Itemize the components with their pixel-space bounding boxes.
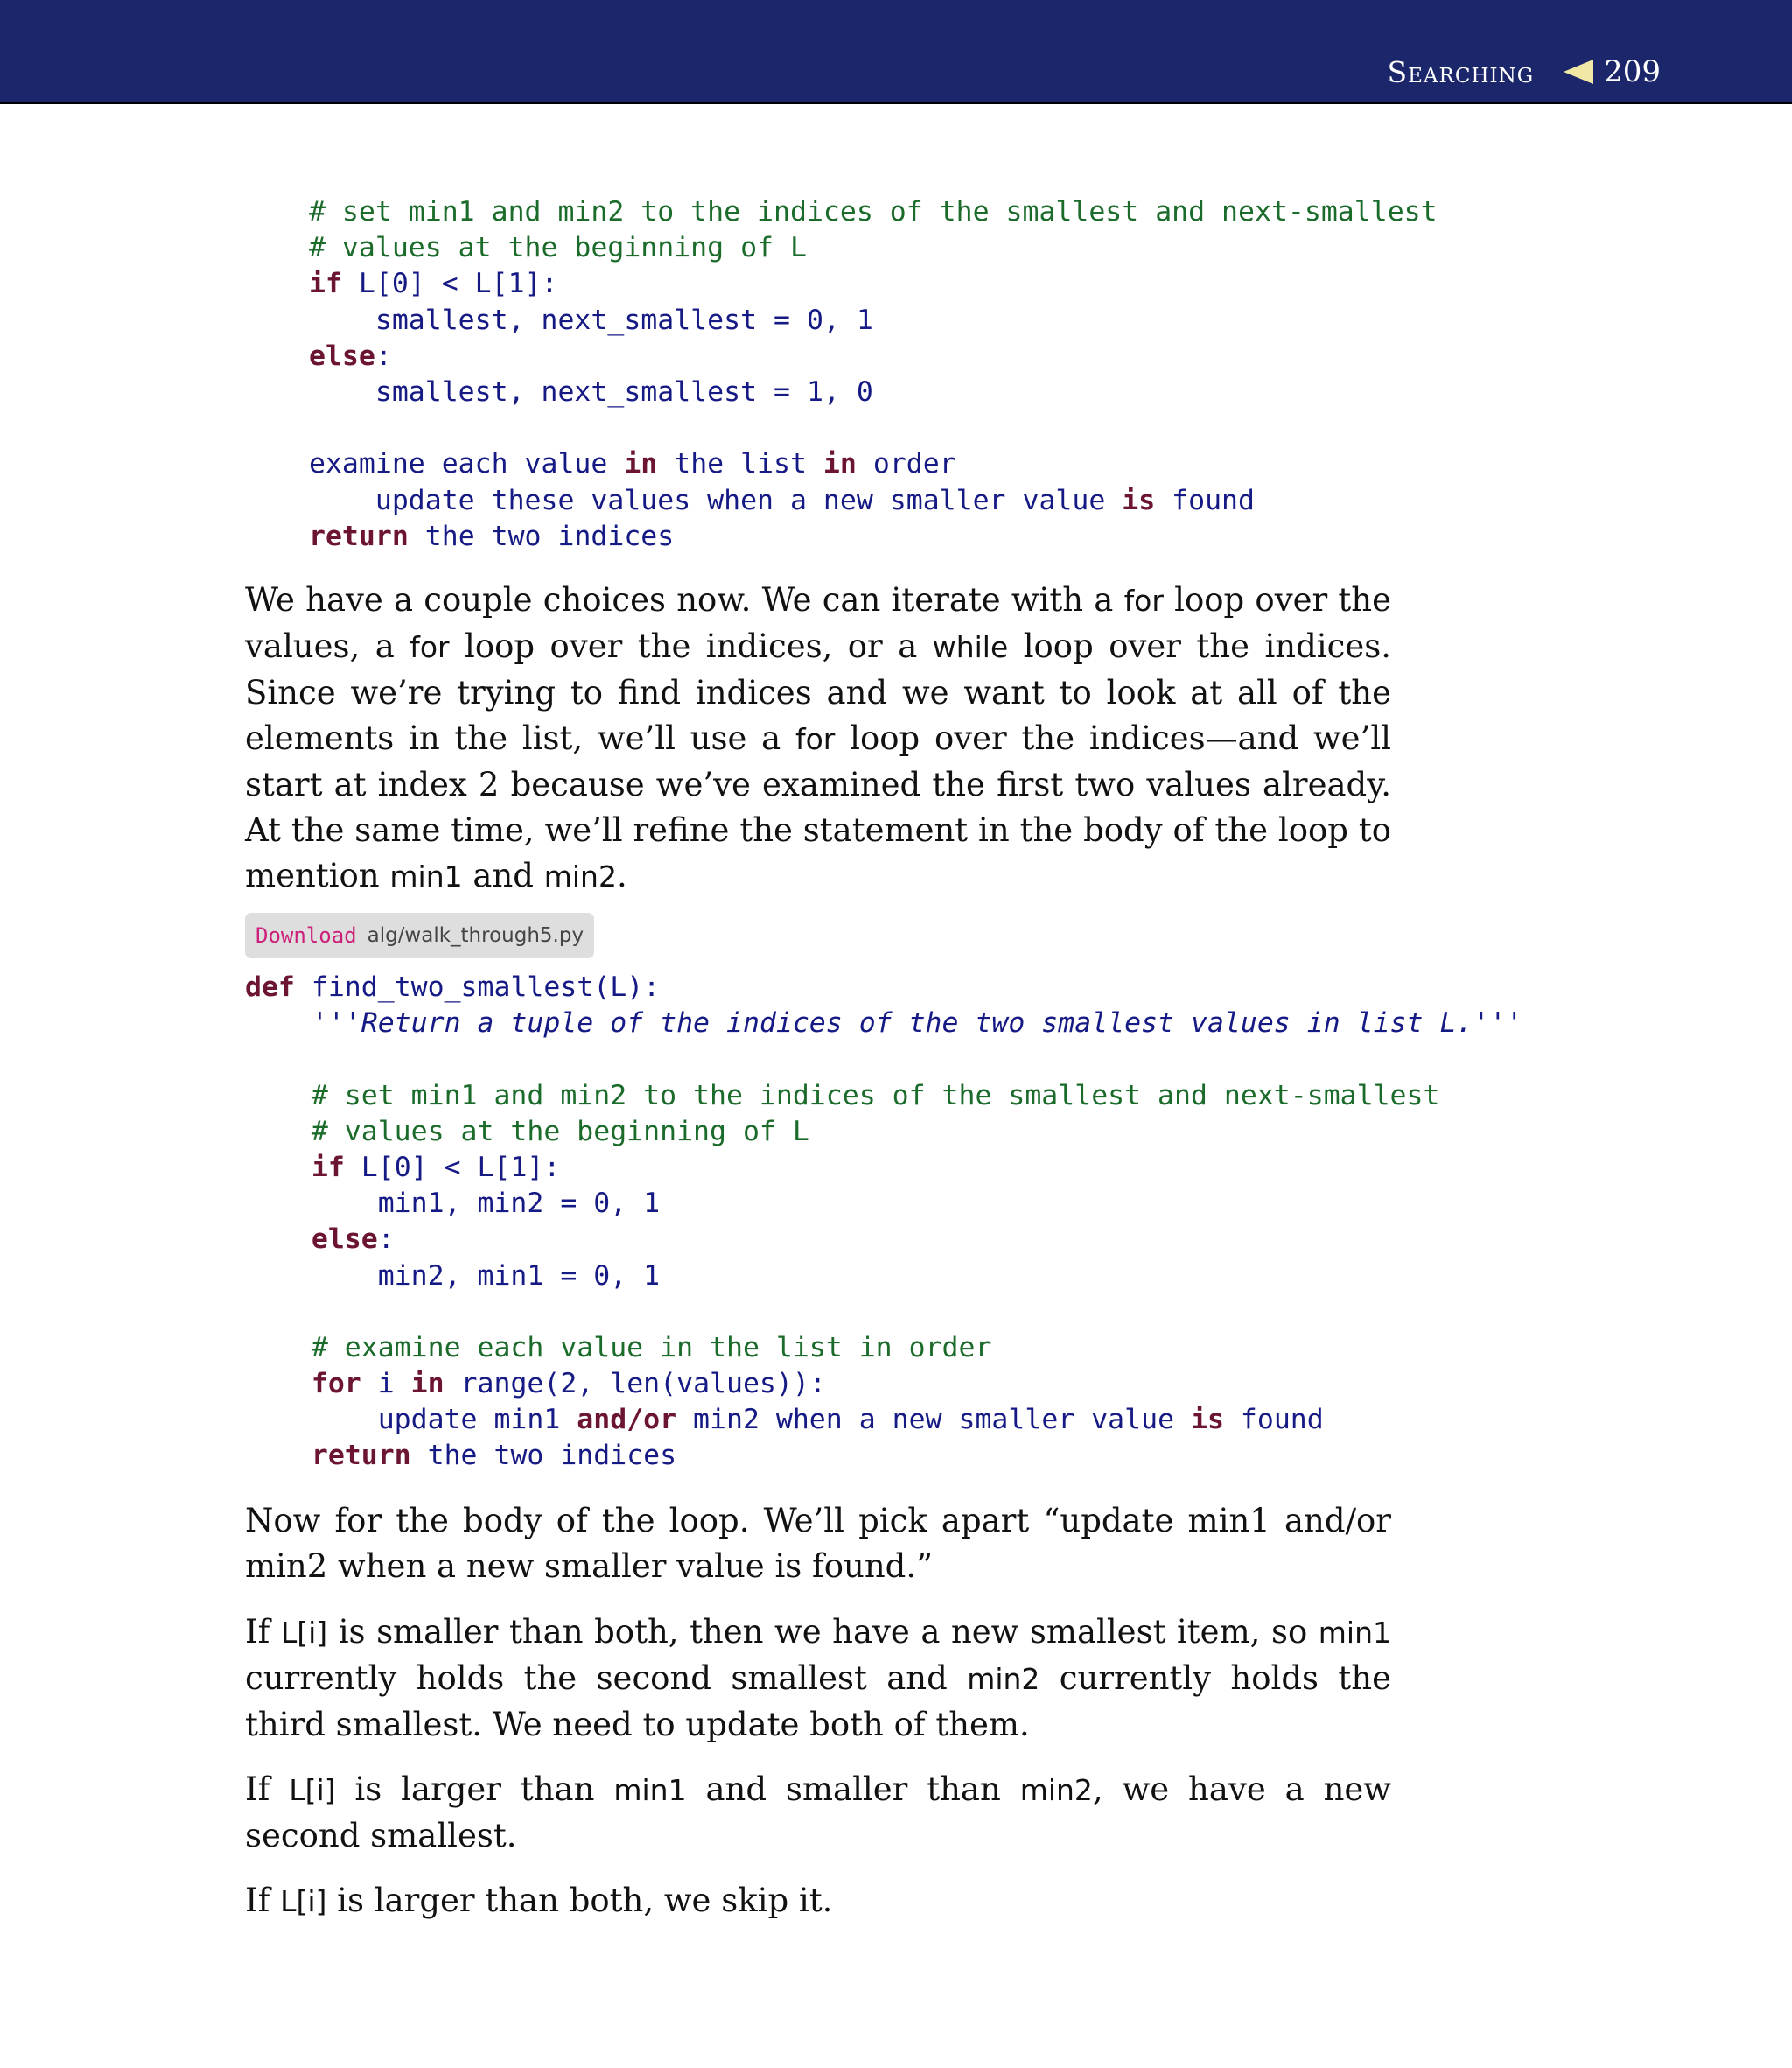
code-comment: # set min1 and min2 to the indices of the smallest and next-smallest — [311, 1079, 1440, 1111]
inline-code: L[i] — [280, 1884, 327, 1918]
paragraph-smaller-than-both — [245, 1609, 1391, 1748]
code-token: the two indices — [410, 1440, 677, 1472]
code-line — [245, 1114, 1522, 1150]
text-run: We have a couple choices now. We can iterate with a — [245, 581, 1124, 619]
code-line — [309, 230, 1438, 266]
paragraph-loop-body — [245, 1498, 1391, 1589]
code-line — [309, 339, 1438, 375]
paragraph-skip-it — [245, 1878, 1391, 1924]
code-token: update these values when a new smaller value — [309, 484, 1123, 516]
code-comment: # examine each value in the list in order — [311, 1331, 992, 1363]
code-token — [245, 1440, 312, 1471]
code-token: : — [377, 1223, 395, 1256]
code-keyword: else — [309, 340, 375, 372]
code-line — [309, 303, 1438, 339]
text-run: and — [462, 857, 544, 894]
code-line — [245, 1258, 1522, 1294]
code-line — [309, 410, 1438, 446]
section-title: Searching — [1387, 54, 1535, 89]
code-token — [245, 1368, 312, 1399]
code-token: L[0] < L[1]: — [344, 1151, 561, 1183]
code-token — [245, 1007, 312, 1039]
code-token: min2 when a new smaller value — [676, 1404, 1191, 1436]
header-navigation — [1388, 54, 1661, 89]
inline-code: min1 — [613, 1773, 687, 1807]
text-run: If — [245, 1613, 281, 1651]
text-run: loop over the indices—and we’ll start at index 2 because we’ve examined the first two values already. At the same time, we’ll refine the statement in the body of the loop to mention — [245, 719, 1392, 894]
download-link[interactable] — [245, 913, 594, 958]
code-token: the list — [657, 448, 823, 480]
code-line — [309, 446, 1438, 482]
text-run: loop over the indices. Since we’re trying to find indices and we want to look at all of the elements in the list, we’ll use a — [245, 627, 1391, 757]
code-token — [245, 1080, 312, 1111]
code-line — [309, 483, 1438, 519]
code-line — [309, 266, 1438, 302]
text-run: If — [245, 1882, 281, 1919]
inline-code: L[i] — [289, 1773, 336, 1807]
download-label: Download — [256, 923, 357, 948]
code-comment: # set min1 and min2 to the indices of the smallest and next-smallest — [309, 196, 1438, 228]
code-keyword: is — [1191, 1404, 1224, 1436]
code-line — [245, 1078, 1522, 1114]
code-line — [245, 1222, 1522, 1258]
code-token: : — [374, 340, 392, 372]
code-keyword: in — [822, 448, 857, 480]
code-token: find_two_smallest(L): — [294, 971, 661, 1003]
code-token: found — [1223, 1404, 1324, 1436]
inline-code: min2 — [1019, 1773, 1093, 1807]
text-run: currently holds the second smallest and — [245, 1659, 968, 1697]
code-line — [309, 194, 1438, 230]
code-token: range(2, len(values)): — [444, 1368, 826, 1400]
code-line — [245, 1438, 1522, 1474]
previous-page-arrow-icon[interactable] — [1564, 60, 1593, 84]
page-number: 209 — [1604, 54, 1661, 89]
inline-code: while — [932, 630, 1009, 664]
code-token: i — [360, 1368, 411, 1400]
code-line — [309, 519, 1438, 555]
code-line — [245, 1294, 1522, 1330]
code-token: L[0] < L[1]: — [341, 268, 558, 300]
code-token: the two indices — [408, 520, 675, 552]
inline-code: for — [1124, 584, 1164, 618]
code-keyword: return — [311, 1440, 411, 1472]
code-line — [245, 970, 1522, 1006]
inline-code: min1 — [389, 859, 463, 894]
inline-code: L[i] — [280, 1616, 328, 1650]
code-line — [245, 1006, 1522, 1041]
code-keyword: def — [245, 971, 295, 1003]
code-keyword: and/or — [577, 1404, 677, 1436]
code-line — [245, 1186, 1522, 1222]
code-comment: # values at the beginning of L — [309, 232, 807, 264]
code-token: examine each value — [309, 448, 625, 480]
code-token: order — [856, 448, 956, 480]
code-token — [245, 1223, 312, 1255]
code-token: min2, min1 = 0, 1 — [245, 1259, 661, 1292]
code-keyword: else — [311, 1223, 378, 1256]
code-token — [245, 1332, 312, 1363]
code-keyword: in — [624, 448, 658, 480]
text-run: is smaller than both, then we have a new smallest item, so — [327, 1613, 1319, 1651]
text-run: and smaller than — [686, 1770, 1020, 1808]
code-line — [245, 1366, 1522, 1402]
download-file-path: alg/walk_through5.py — [367, 924, 584, 947]
code-keyword: if — [311, 1151, 345, 1183]
text-run: currently holds the third smallest. We need to update both of them. — [245, 1659, 1392, 1743]
code-keyword: for — [311, 1368, 361, 1400]
code-keyword: is — [1122, 484, 1156, 516]
code-line — [245, 1150, 1522, 1186]
code-token: smallest, next_smallest = 1, 0 — [309, 375, 873, 408]
code-token: '''Return a tuple of the indices of the two smallest values in list L.''' — [311, 1007, 1523, 1040]
text-run: . — [616, 857, 627, 894]
code-keyword: in — [410, 1368, 444, 1400]
paragraph-new-second-smallest — [245, 1767, 1391, 1859]
code-keyword: if — [309, 268, 342, 300]
text-run: is larger than — [335, 1770, 614, 1808]
code-line — [245, 1402, 1522, 1438]
code-keyword: return — [309, 520, 409, 552]
text-run: , we have a new second smallest. — [245, 1770, 1391, 1854]
code-line — [309, 375, 1438, 410]
inline-code: for — [410, 630, 450, 664]
code-token: found — [1155, 484, 1255, 516]
code-token: update min1 — [245, 1404, 578, 1436]
code-block-find-two-smallest — [245, 970, 1522, 1475]
code-token: smallest, next_smallest = 0, 1 — [309, 304, 873, 336]
code-comment: # values at the beginning of L — [311, 1115, 809, 1147]
inline-code: for — [795, 722, 836, 756]
inline-code: min2 — [967, 1662, 1040, 1696]
text-run: Now for the body of the loop. We’ll pick apart “update min1 and/or min2 when a new smaller value is found.” — [245, 1502, 1391, 1585]
text-run: is larger than both, we skip it. — [326, 1882, 833, 1919]
code-line — [245, 1041, 1522, 1077]
page-header — [0, 0, 1792, 104]
text-run: If — [245, 1770, 290, 1808]
inline-code: min2 — [543, 859, 617, 894]
code-token — [245, 1116, 312, 1147]
code-token: min1, min2 = 0, 1 — [245, 1188, 661, 1220]
code-line — [245, 1330, 1522, 1366]
paragraph-loop-choices — [245, 578, 1391, 900]
text-run: loop over the values, a — [245, 581, 1392, 665]
inline-code: min1 — [1318, 1616, 1391, 1650]
text-run: loop over the indices, or a — [449, 627, 933, 665]
code-block-pseudocode — [309, 194, 1438, 555]
code-token — [245, 1152, 312, 1183]
